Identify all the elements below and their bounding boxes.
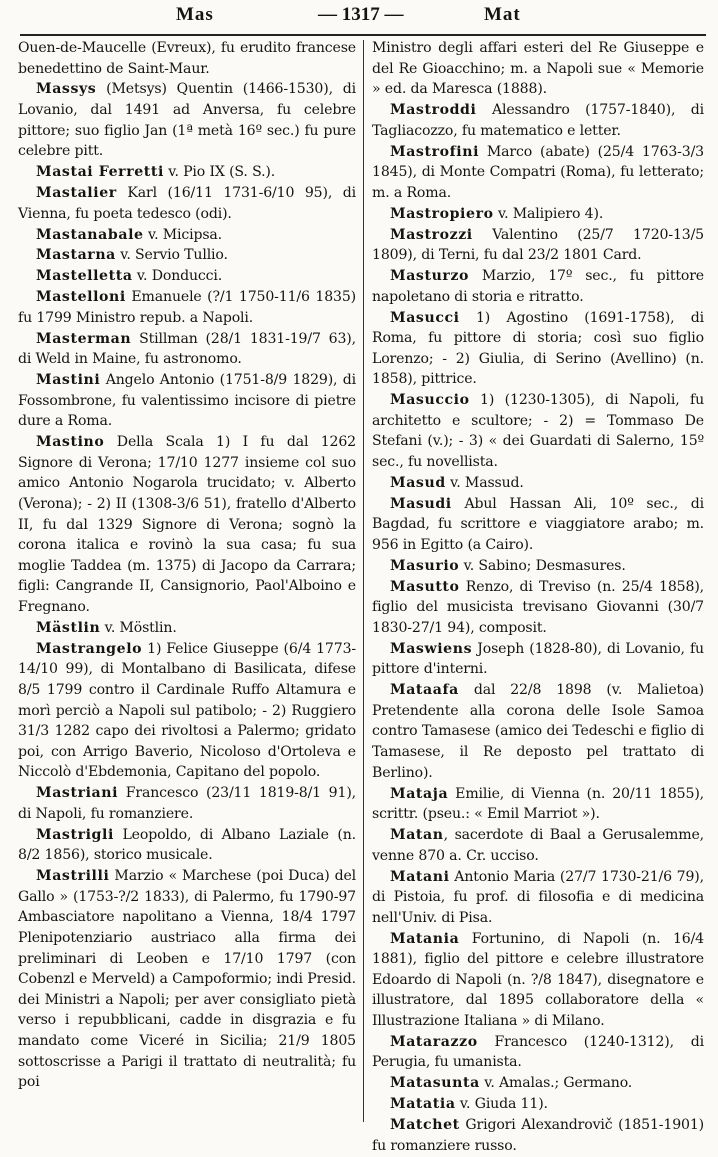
left-column [18,38,356,1093]
entry-text: Francesco (1240-1312), di Perugia, fu umanista. [372,1033,704,1071]
entry-headword: Masuccio [390,392,470,409]
entry-text: Stillman (28/1 1831-19/7 63), di Weld in Maine, fu astronomo. [18,330,356,368]
dictionary-entry [372,1115,704,1156]
dictionary-entry [372,308,704,390]
entry-headword: Matarazzo [390,1033,478,1050]
entry-text: Renzo, di Treviso (n. 25/4 1858), figlio del musicista trevisano Giovanni (30/7 1830-27/1 94), composit. [372,578,704,636]
entry-headword: Matani [390,868,450,885]
entry-headword: Mastelletta [36,268,133,285]
entry-headword: Mastino [36,434,105,451]
right-column [372,38,704,1157]
dictionary-entry [18,245,356,266]
dictionary-entry [372,639,704,680]
entry-text: , sacerdote di Baal a Gerusalemme, venne 870 a. Cr. ucciso. [372,827,704,864]
entry-text: v. Servio Tullio. [115,247,228,264]
entry-headword: Mästlin [36,619,101,636]
entry-text: Francesco (23/11 1819-8/1 91), di Napoli, fu romanziere. [18,785,356,822]
entry-headword: Matchet [390,1117,460,1134]
entry-text: Marzio, 17º sec., fu pittore napoletano di storia e ritratto. [372,268,704,305]
entry-text: v. Pio IX (S. S.). [163,164,276,181]
entry-text: Antonio Maria (27/7 1730-21/6 79), di Pistoia, fu prof. di filosofia e di medicina nell'Univ. di Pisa. [372,868,704,926]
entry-headword: Mataafa [390,682,459,699]
entry-text: v. Sabino; Desmasures. [459,557,626,574]
entry-text: 1) Felice Giuseppe (6/4 1773-14/10 99), di Montalbano di Basilicata, difese 8/5 1799 contro il Cardinale Ruffo Altamura e morì perciò a Napoli sul patibolo; - 2) Ruggiero 31/3 1282 capo dei rivoltosi a Palermo; gridato poi, con Arrigo Baverio, Nicoloso d'Ortoleva e Niccolò d'Ebdemonia, Capitano del popolo. [18,640,356,781]
dictionary-entry [372,494,704,556]
entry-headword: Mastini [36,372,101,389]
entry-headword: Masudi [390,495,452,512]
dictionary-entry [372,204,704,225]
entry-text: Ouen-de-Maucelle (Evreux), fu erudito francese benedettino de Saint-Maur. [18,40,356,77]
entry-text: Emilie, di Vienna (n. 20/11 1855), scrittr. (pseu.: « Emil Marriot »). [372,785,704,823]
entry-text: Abul Hassan Ali, 10º sec., di Bagdad, fu scrittore e viaggiatore arabo; m. 956 in Egitto (a Cairo). [372,495,704,553]
dictionary-entry [372,225,704,266]
entry-text: v. Malipiero 4). [493,205,604,222]
dictionary-entry [372,1073,704,1094]
dictionary-entry [18,639,356,783]
entry-text: Grigori Alexandrovič (1851-1901) fu romanziere russo. [372,1117,704,1154]
entry-text: dal 22/8 1898 (v. Malietoa) Pretendente alla corona delle Isole Samoa contro Tamasese (amico dei Tedeschi e figlio di Tamasese, il Re deposto pel trattato di Berlino). [372,682,704,781]
entry-headword: Mastarna [36,247,116,264]
column-divider [363,40,364,1122]
entry-text: v. Amalas.; Germano. [479,1075,633,1092]
entry-headword: Mastelloni [36,289,126,306]
entry-text: Joseph (1828-80), di Lovanio, fu pittore d'interni. [372,640,704,678]
entry-text: v. Micipsa. [143,226,223,243]
header-last-word: Mat [484,4,521,25]
entry-headword: Matatia [390,1096,456,1113]
entry-headword: Masurio [390,557,460,574]
dictionary-entry [372,142,704,204]
entry-text: v. Giuda 11). [455,1096,548,1113]
dictionary-entry [18,266,356,287]
entry-headword: Mastai Ferretti [36,164,164,181]
entry-headword: Masud [390,474,446,491]
dictionary-entry [18,183,356,224]
entry-text: Leopoldo, di Albano Laziale (n. 8/2 1856), storico musicale. [18,826,356,864]
dictionary-entry [372,556,704,577]
entry-headword: Mataja [390,785,449,802]
header-rule [20,34,706,36]
entry-headword: Masterman [36,330,132,347]
dictionary-entry [372,1032,704,1073]
entry-headword: Mastroddi [390,102,477,119]
entry-headword: Mastalier [36,185,117,202]
entry-headword: Matan [390,827,444,844]
entry-text: (Metsys) Quentin (1466-1530), di Lovanio, dal 1491 ad Anversa, fu celebre pittore; suo figlio Jan (1ª metà 16º sec.) fu pure celebre pitt. [18,81,356,160]
entry-text: Angelo Antonio (1751-8/9 1829), di Fossombrone, fu valentissimo incisore di pietre dure a Roma. [18,372,356,430]
entry-text: Della Scala 1) I fu dal 1262 Signore di Verona; 17/10 1277 insieme col suo amico Antonio Nogarola trucidato; v. Alberto (Verona); - 2) II (1308-3/6 51), fratello d'Alberto II, fu dal 1329 Signore di Verona; sognò la corona italica e rovinò la sua casa; fu sua moglie Taddea (m. 1375) di Jacopo da Carrara; figli: Cangrande II, Cansignorio, Paol'Alboino e Fregnano. [18,434,356,615]
dictionary-entry [372,100,704,141]
dictionary-entry [18,370,356,432]
dictionary-entry [18,783,356,824]
dictionary-entry [372,825,704,866]
entry-headword: Mastrozzi [390,226,473,243]
dictionary-entry [372,680,704,783]
entry-headword: Mastriani [36,785,119,802]
dictionary-entry [372,867,704,929]
dictionary-entry [18,225,356,246]
dictionary-entry [372,929,704,1032]
entry-headword: Matasunta [390,1075,480,1092]
entry-text: Valentino (25/7 1720-13/5 1809), di Terni, fu dal 23/2 1801 Card. [372,226,704,264]
entry-text: Ministro degli affari esteri del Re Giuseppe e del Re Gioacchino; m. a Napoli sue « Memorie » ed. da Maresca (1888). [372,40,704,98]
dictionary-entry [18,329,356,370]
page-header [0,4,718,30]
entry-text: Marco (abate) (25/4 1763-3/3 1845), di Monte Compatri (Roma), fu letterato; m. a Roma. [372,143,704,201]
dictionary-entry [372,266,704,307]
page-number: — 1317 — [318,4,404,25]
dictionary-entry [18,432,356,617]
entry-text: Alessandro (1757-1840), di Tagliacozzo, fu matematico e letter. [372,102,704,139]
entry-headword: Mastrofini [390,143,480,160]
entry-headword: Mastropiero [390,205,494,222]
entry-text: Emanuele (?/1 1750-11/6 1835) fu 1799 Ministro repub. a Napoli. [18,289,356,326]
entry-headword: Masucci [390,309,460,326]
dictionary-entry [372,390,704,472]
entry-text: v. Möstlin. [100,619,177,636]
dictionary-entry [372,784,704,825]
entry-headword: Matania [390,930,460,947]
entry-headword: Mastrangelo [36,640,143,657]
dictionary-entry [18,38,356,79]
dictionary-entry [18,287,356,328]
entry-headword: Mastrilli [36,868,110,885]
entry-text: 1) Agostino (1691-1758), di Roma, fu pittore di storia; così suo figlio Lorenzo; - 2) Giulia, di Serino (Avellino) (n. 1858), pittrice. [372,309,704,388]
entry-text: Marzio « Marchese (poi Duca) del Gallo » (1753-?/2 1833), di Palermo, fu 1790-97 Ambasciatore napolitano a Vienna, 18/4 1797 Plenipotenziario austriaco alla firma dei preliminari di Leoben e 17/10 1797 (con Cobenzl e Merveld) a Campoformio; indi Presid. dei Ministri a Napoli; per aver consigliato pietà verso i repubblicani, cadde in disgrazia e fu mandato come Viceré in Sicilia; 21/9 1805 sottoscrisse a Parigi il trattato di neutralità; fu poi [18,868,356,1091]
entry-headword: Masturzo [390,268,470,285]
dictionary-entry [18,162,356,183]
dictionary-entry [372,1094,704,1115]
entry-headword: Mastrigli [36,826,114,843]
entry-text: v. Donducci. [132,268,223,285]
entry-headword: Mastanabale [36,226,144,243]
entry-text: Karl (16/11 1731-6/10 95), di Vienna, fu poeta tedesco (odi). [18,185,356,222]
dictionary-entry [372,473,704,494]
entry-text: Fortunino, di Napoli (n. 16/4 1881), figlio del pittore e celebre illustratore Edoardo di Napoli (n. ?/8 1847), disegnatore e illustratore, dal 1895 collaboratore della « Illustrazione Italiana » di Milano. [372,930,704,1029]
dictionary-entry [372,577,704,639]
entry-text: 1) (1230-1305), di Napoli, fu architetto e scultore; - 2) = Tommaso De Stefani (v.); - 3) « dei Guardati di Salerno, 15º sec., fu novellista. [372,392,704,470]
header-first-word: Mas [176,4,214,25]
dictionary-entry [18,866,356,1093]
entry-headword: Maswiens [390,640,473,657]
dictionary-entry [18,79,356,161]
dictionary-entry [18,825,356,866]
entry-headword: Masutto [390,578,460,595]
entry-headword: Massys [36,81,97,98]
entry-text: v. Massud. [445,474,524,491]
dictionary-entry [372,38,704,100]
dictionary-entry [18,618,356,639]
